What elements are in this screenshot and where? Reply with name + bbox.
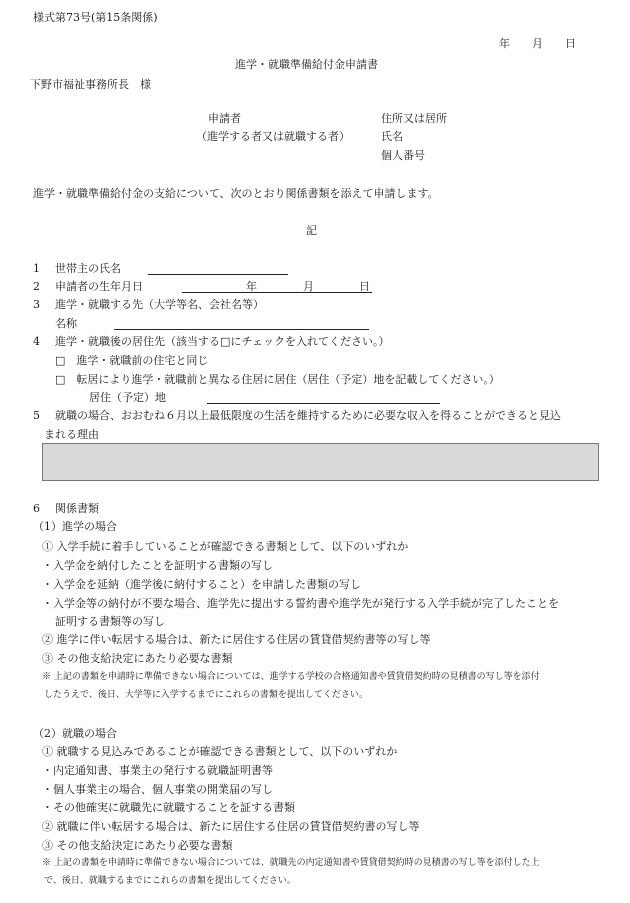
job-doc-bullet-1: ・内定通知書、事業主の発行する就職証明書等 [42, 764, 273, 777]
item-3-number: 3 [33, 298, 40, 311]
residence-address-label: 居住（予定）地 [89, 391, 166, 404]
school-note-line1: ※ 上記の書類を申請時に準備できない場合については、進学する学校の合格通知書や賃貸借契約時の見積書の写し等を添付 [42, 672, 540, 682]
form-number: 様式第73号(第15条関係) [33, 11, 158, 24]
birth-date-line[interactable] [182, 292, 372, 293]
date-line: 年 月 日 [499, 37, 576, 50]
item-5-number: 5 [33, 409, 40, 422]
school-doc-1: ① 入学手続に着手していることが確認できる書類として、以下のいずれか [42, 540, 409, 553]
birth-month-label: 月 [303, 280, 314, 293]
item-1-number: 1 [33, 262, 40, 275]
job-case-heading: （2）就職の場合 [33, 727, 117, 740]
applicant-role-label: 申請者 [208, 112, 241, 125]
reason-input-box[interactable] [42, 443, 599, 481]
personal-id-label: 個人番号 [381, 149, 425, 162]
application-statement: 進学・就職準備給付金の支給について、次のとおり関係書類を添えて申請します。 [33, 187, 439, 200]
item-5-text-line1: 就職の場合、おおむね６月以上最低限度の生活を維持するために必要な収入を得ることができると見込 [55, 409, 561, 422]
section-6-number: 6 [33, 502, 40, 515]
school-doc-bullet-2: ・入学金を延納（進学後に納付すること）を申請した書類の写し [42, 578, 361, 591]
residence-same-checkbox[interactable]: □ 進学・就職前の住宅と同じ [55, 354, 209, 367]
destination-name-label: 名称 [55, 317, 77, 330]
school-doc-3: ③ その他支給決定にあたり必要な書類 [42, 652, 233, 665]
ki-heading: 記 [306, 224, 317, 237]
residence-address-line[interactable] [207, 403, 440, 404]
job-doc-bullet-3: ・その他確実に就職先に就職することを証する書類 [42, 801, 295, 814]
address-label: 住所又は居所 [381, 112, 447, 125]
residence-move-checkbox[interactable]: □ 転居により進学・就職前と異なる住居に居住（居住（予定）地を記載してください。） [55, 373, 500, 386]
item-1-label: 世帯主の氏名 [55, 262, 121, 275]
school-note-line2: したうえで、後日、大学等に入学するまでにこれらの書類を提出してください。 [44, 690, 368, 700]
job-note-line2: で、後日、就職するまでにこれらの書類を提出してください。 [44, 876, 296, 886]
job-note-line1: ※ 上記の書類を申請時に準備できない場合については、就職先の内定通知書や賃貸借契約時の見積書の写し等を添付した上 [42, 858, 540, 868]
school-doc-2: ② 進学に伴い転居する場合は、新たに居住する住居の賃貸借契約書等の写し等 [42, 633, 431, 646]
applicant-role-note: （進学する者又は就職する者） [196, 130, 350, 143]
item-4-label: 進学・就職後の居住先（該当する□にチェックを入れてください。） [55, 335, 390, 348]
page-title: 進学・就職準備給付金申請書 [235, 58, 378, 71]
school-case-heading: （1）進学の場合 [33, 520, 117, 533]
birth-day-label: 日 [359, 280, 370, 293]
destination-name-line[interactable] [114, 329, 369, 330]
name-label: 氏名 [381, 130, 403, 143]
school-doc-bullet-3-line1: ・入学金等の納付が不要な場合、進学先に提出する誓約書や進学先が発行する入学手続が完了したことを [42, 597, 559, 610]
school-doc-bullet-3-line2: 証明する書類等の写し [55, 615, 165, 628]
item-3-label: 進学・就職する先（大学等名、会社名等） [55, 298, 264, 311]
item-2-label: 申請者の生年月日 [55, 280, 143, 293]
job-doc-2: ② 就職に伴い転居する場合は、新たに居住する住居の賃貸借契約書の写し等 [42, 820, 420, 833]
item-2-number: 2 [33, 280, 40, 293]
school-doc-bullet-1: ・入学金を納付したことを証明する書類の写し [42, 559, 273, 572]
householder-name-line[interactable] [148, 274, 288, 275]
section-6-heading: 関係書類 [55, 502, 99, 515]
item-5-text-line2: まれる理由 [44, 428, 99, 441]
job-doc-3: ③ その他支給決定にあたり必要な書類 [42, 839, 233, 852]
job-doc-bullet-2: ・個人事業主の場合、個人事業の開業届の写し [42, 783, 273, 796]
addressee: 下野市福祉事務所長 様 [30, 78, 151, 91]
birth-year-label: 年 [246, 280, 257, 293]
item-4-number: 4 [33, 335, 40, 348]
job-doc-1: ① 就職する見込みであることが確認できる書類として、以下のいずれか [42, 745, 398, 758]
